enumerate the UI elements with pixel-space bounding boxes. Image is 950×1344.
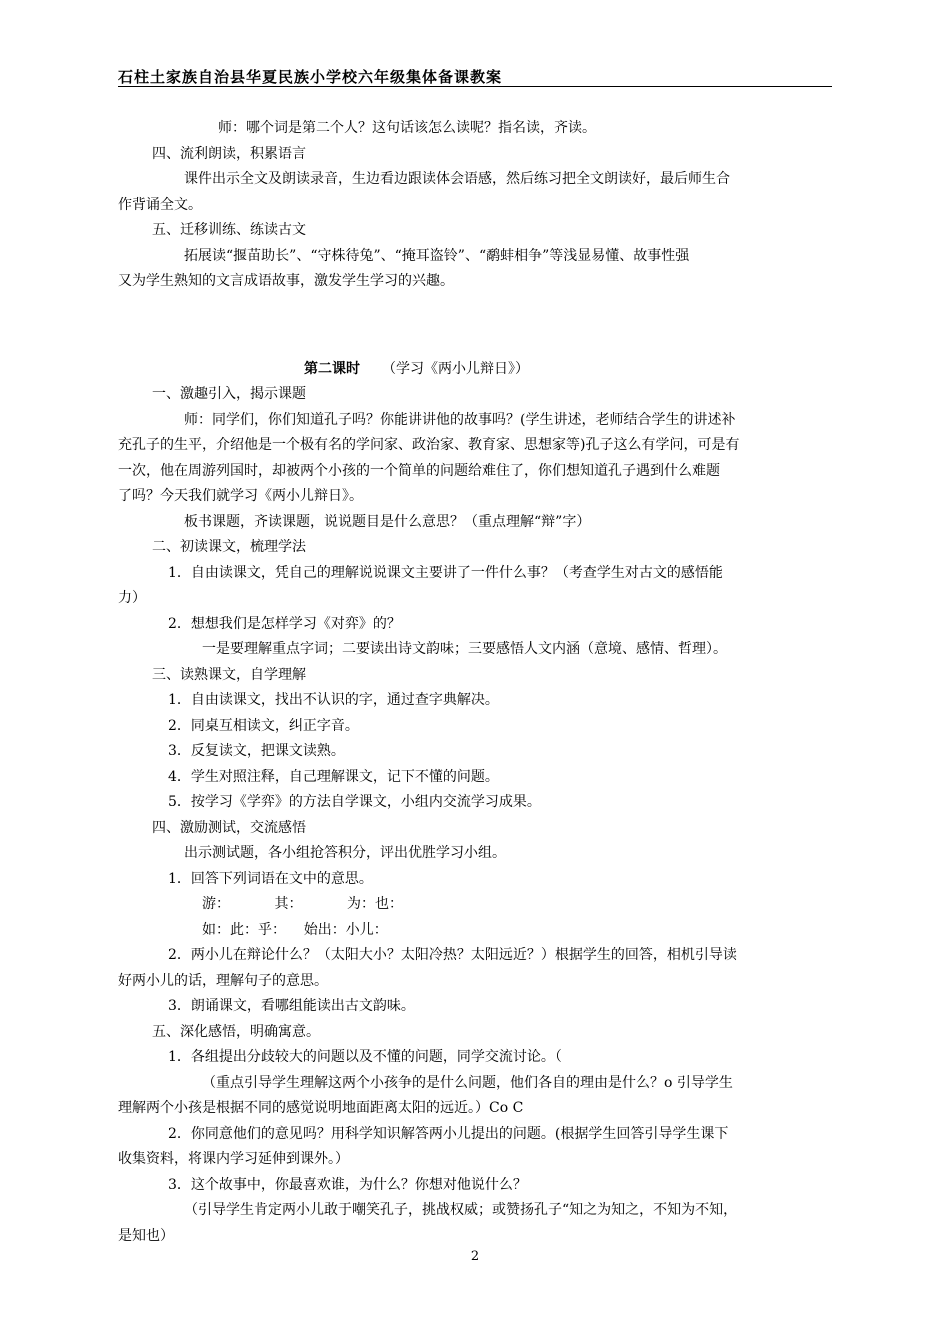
text-line: 2．两小儿在辩论什么？（太阳大小？太阳冷热？太阳远近？）根据学生的回答，相机引导读 — [168, 947, 737, 963]
text-line: 2．你同意他们的意见吗？用科学知识解答两小儿提出的问题。(根据学生回答引导学生课下 — [168, 1125, 729, 1142]
lesson2-subtitle: （学习《两小儿辩日》） — [382, 360, 529, 377]
lesson2-body — [118, 382, 832, 1249]
text-line: 2．同桌互相读文，纠正字音。 — [168, 717, 359, 734]
text-line: 又为学生熟知的文言成语故事，激发学生学习的兴趣。 — [118, 273, 454, 289]
text-line: 好两小儿的话，理解句子的意思。 — [118, 972, 328, 989]
text-line: 是知也） — [118, 1227, 174, 1244]
text-line: 3．朗诵课文，看哪组能读出古文韵味。 — [168, 998, 415, 1014]
document-body — [118, 116, 832, 1249]
text-line: 四、流利朗读，积累语言 — [152, 145, 306, 162]
text-line: 2．想想我们是怎样学习《对弈》的？ — [168, 615, 401, 632]
text-line: 力） — [118, 590, 146, 606]
text-line: 3．这个故事中，你最喜欢谁，为什么？你想对他说什么？ — [168, 1176, 527, 1193]
text-line: 二、初读课文，梳理学法 — [152, 539, 306, 555]
text-line: 一是要理解重点字词；二要读出诗文韵味；三要感悟人文内涵（意境、感情、哲理）。 — [202, 641, 727, 657]
text-line: 1．自由读课文，找出不认识的字，通过查字典解决。 — [168, 692, 499, 708]
text-line: 作背诵全文。 — [118, 196, 202, 213]
header-rule — [118, 86, 832, 87]
document-header: 石柱土家族自治县华夏民族小学校六年级集体备课教案 — [118, 68, 503, 86]
text-line: 1．自由读课文，凭自己的理解说说课文主要讲了一件什么事？（考查学生对古文的感悟能 — [168, 564, 723, 581]
text-line: 师：哪个词是第二个人？这句话该怎么读呢？指名读，齐读。 — [218, 120, 596, 136]
section-gap — [118, 295, 832, 357]
text-line: 课件出示全文及朗读录音，生边看边跟读体会语感，然后练习把全文朗读好，最后师生合 — [184, 171, 730, 187]
text-line: 5．按学习《学弈》的方法自学课文，小组内交流学习成果。 — [168, 794, 541, 810]
text-line: （引导学生肯定两小儿敢于嘲笑孔子，挑战权威；或赞扬孔子“知之为知之，不知为不知， — [184, 1202, 738, 1218]
text-line: 1．回答下列词语在文中的意思。 — [168, 870, 373, 887]
text-line: 三、读熟课文，自学理解 — [152, 666, 306, 683]
text-line: 如：此：乎： 始出：小儿： — [202, 921, 388, 938]
text-line: 出示测试题，各小组抢答积分，评出优胜学习小组。 — [184, 845, 506, 861]
text-line: 充孔子的生平，介绍他是一个极有名的学问家、政治家、教育家、思想家等)孔子这么有学问，可是有 — [118, 437, 740, 453]
text-line: 师：同学们，你们知道孔子吗？你能讲讲他的故事吗？(学生讲述，老师结合学生的讲述补 — [184, 411, 736, 428]
text-line: 五、迁移训练、练读古文 — [152, 222, 306, 238]
text-line: 3．反复读文，把课文读熟。 — [168, 743, 345, 759]
text-line: 4．学生对照注释，自己理解课文，记下不懂的问题。 — [168, 768, 499, 785]
lesson2-title: 第二课时 — [304, 360, 360, 377]
text-line: 理解两个小孩是根据不同的感觉说明地面距离太阳的远近。）Co C — [118, 1100, 524, 1116]
lesson1-continuation — [118, 116, 832, 295]
text-line: 五、深化感悟，明确寓意。 — [152, 1023, 320, 1040]
text-line: 收集资料，将课内学习延伸到课外。） — [118, 1151, 349, 1167]
text-line: 板书课题，齐读课题，说说题目是什么意思？（重点理解“辩”字） — [184, 513, 591, 530]
text-line: 拓展读“揠苗助长”、“守株待兔”、“掩耳盗铃”、“鹬蚌相争”等浅显易懂、故事性强 — [184, 247, 690, 264]
text-line: 一、激趣引入，揭示课题 — [152, 386, 306, 402]
text-line: （重点引导学生理解这两个小孩争的是什么问题，他们各自的理由是什么？o 引导学生 — [202, 1074, 733, 1091]
text-line: 1．各组提出分歧较大的问题以及不懂的问题，同学交流讨论。（ — [168, 1049, 562, 1065]
text-line: 一次，他在周游列国时，却被两个小孩的一个简单的问题给难住了，你们想知道孔子遇到什么难题 — [118, 462, 720, 479]
text-line: 四、激励测试，交流感悟 — [152, 819, 306, 836]
text-line: 了吗？今天我们就学习《两小儿辩日》。 — [118, 488, 363, 504]
text-line: 游： 其： 为：也： — [202, 896, 404, 912]
lesson2-heading — [118, 357, 832, 383]
page-number: 2 — [470, 1249, 480, 1264]
